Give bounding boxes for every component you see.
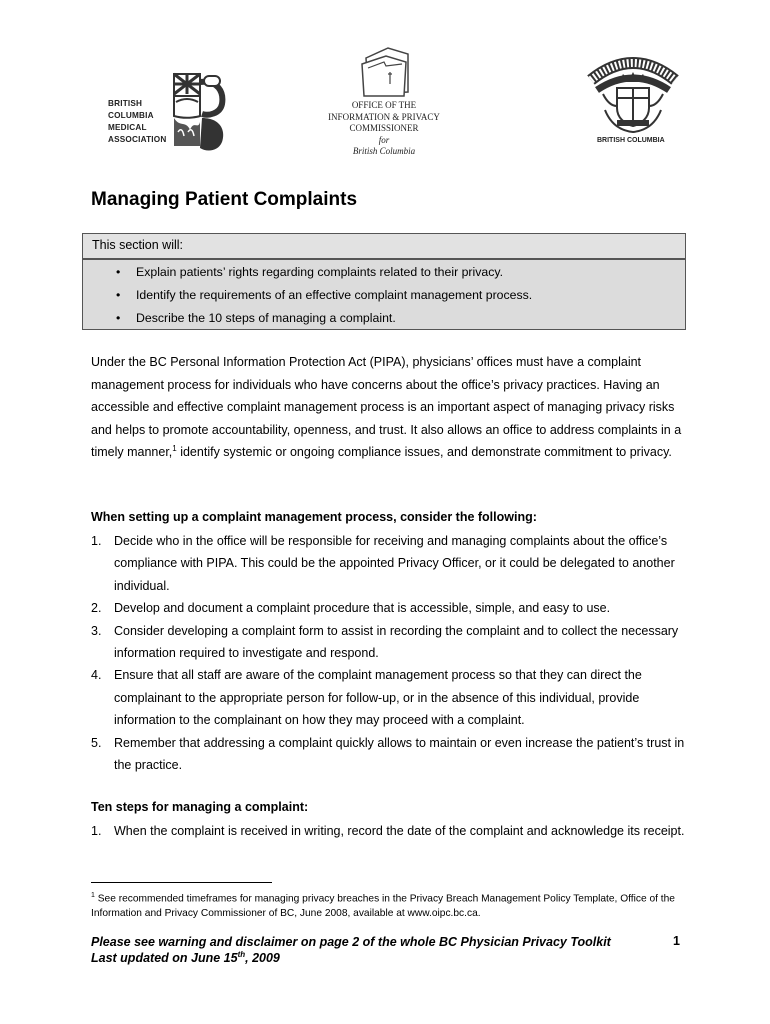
bullet: • <box>116 265 121 279</box>
bcma-logo <box>108 72 228 156</box>
page-number: 1 <box>673 934 680 948</box>
bullet: • <box>116 288 121 302</box>
oipc-logo <box>320 44 450 156</box>
list-item: 5. Remember that addressing a complaint quickly allows to maintain or even increase the patient’s trust in the practice. <box>91 735 685 773</box>
list-item: • Describe the 10 steps of managing a complaint. <box>83 307 685 330</box>
section-summary-heading: This section will: <box>83 234 685 260</box>
header-logos <box>0 0 770 170</box>
setup-list <box>91 530 691 776</box>
folder-icon <box>358 44 414 98</box>
list-item: • Explain patients’ rights regarding complaints related to their privacy. <box>83 261 685 284</box>
intro-paragraph: Under the BC Personal Information Protection Act (PIPA), physicians’ offices must have a complaint management process for individuals who have concerns about the office’s privacy practices. Having an accessible and effective complaint management process is an important aspect of managing privacy risks and helps to promote accountability, openness, and trust. It also allows an office to address complaints in a timely manner,$^1$ identify systemic or ongoing compliance issues, and demonstrate commitment to privacy. <box>91 355 682 460</box>
cps-caption: BRITISH COLUMBIA <box>597 137 665 144</box>
list-item: 3. Consider developing a complaint form to assist in recording the complaint and to collect the necessary information required to investigate and respond. <box>91 623 679 661</box>
list-item: 1. Decide who in the office will be responsible for receiving and managing complaints about the office’s compliance with PIPA. This could be the appointed Privacy Officer, or it could be delegated to another individual. <box>91 534 675 593</box>
ten-steps-heading: Ten steps for managing a complaint: <box>91 800 309 814</box>
cps-crest-logo <box>583 50 683 158</box>
list-item: 2. Develop and document a complaint procedure that is accessible, simple, and easy to use. <box>91 601 611 616</box>
bcma-emblem-icon <box>160 72 226 154</box>
footnote-divider <box>91 882 272 883</box>
ten-steps-list <box>91 820 691 842</box>
section-summary-box <box>82 233 686 330</box>
page-title: Managing Patient Complaints <box>91 189 358 210</box>
list-item: • Identify the requirements of an effective complaint management process. <box>83 284 685 307</box>
bullet: • <box>116 311 121 325</box>
oipc-logo-text: OFFICE OF THE INFORMATION & PRIVACY COMMISSIONER for British Columbia <box>328 100 440 156</box>
setup-heading: When setting up a complaint management process, consider the following: <box>91 510 537 524</box>
section-summary-list <box>83 261 685 330</box>
footnote: $^1$ See recommended timeframes for managing privacy breaches in the Privacy Breach Management Policy Template, Office of the Information and Privacy Commissioner of BC, June 2008, available at www.oipc.bc.ca. <box>91 892 675 920</box>
footnote-ref[interactable]: 1 <box>172 444 177 454</box>
footer-updated: Last updated on June 15th, 2009 <box>91 949 280 965</box>
footer-disclaimer: Please see warning and disclaimer on page 2 of the whole BC Physician Privacy Toolkit <box>91 935 611 949</box>
list-item: 1. When the complaint is received in writing, record the date of the complaint and acknowledge its receipt. <box>91 824 685 838</box>
list-item: 4. Ensure that all staff are aware of the complaint management process so that they can direct the complainant to the appropriate person for follow-up, or in the absence of this individual, provide information to the complainant on how they may proceed with a complaint. <box>91 668 642 728</box>
page-footer <box>91 934 691 966</box>
bcma-logo-text: BRITISH COLUMBIA MEDICAL ASSOCIATION <box>108 99 167 144</box>
crest-icon <box>583 50 683 140</box>
